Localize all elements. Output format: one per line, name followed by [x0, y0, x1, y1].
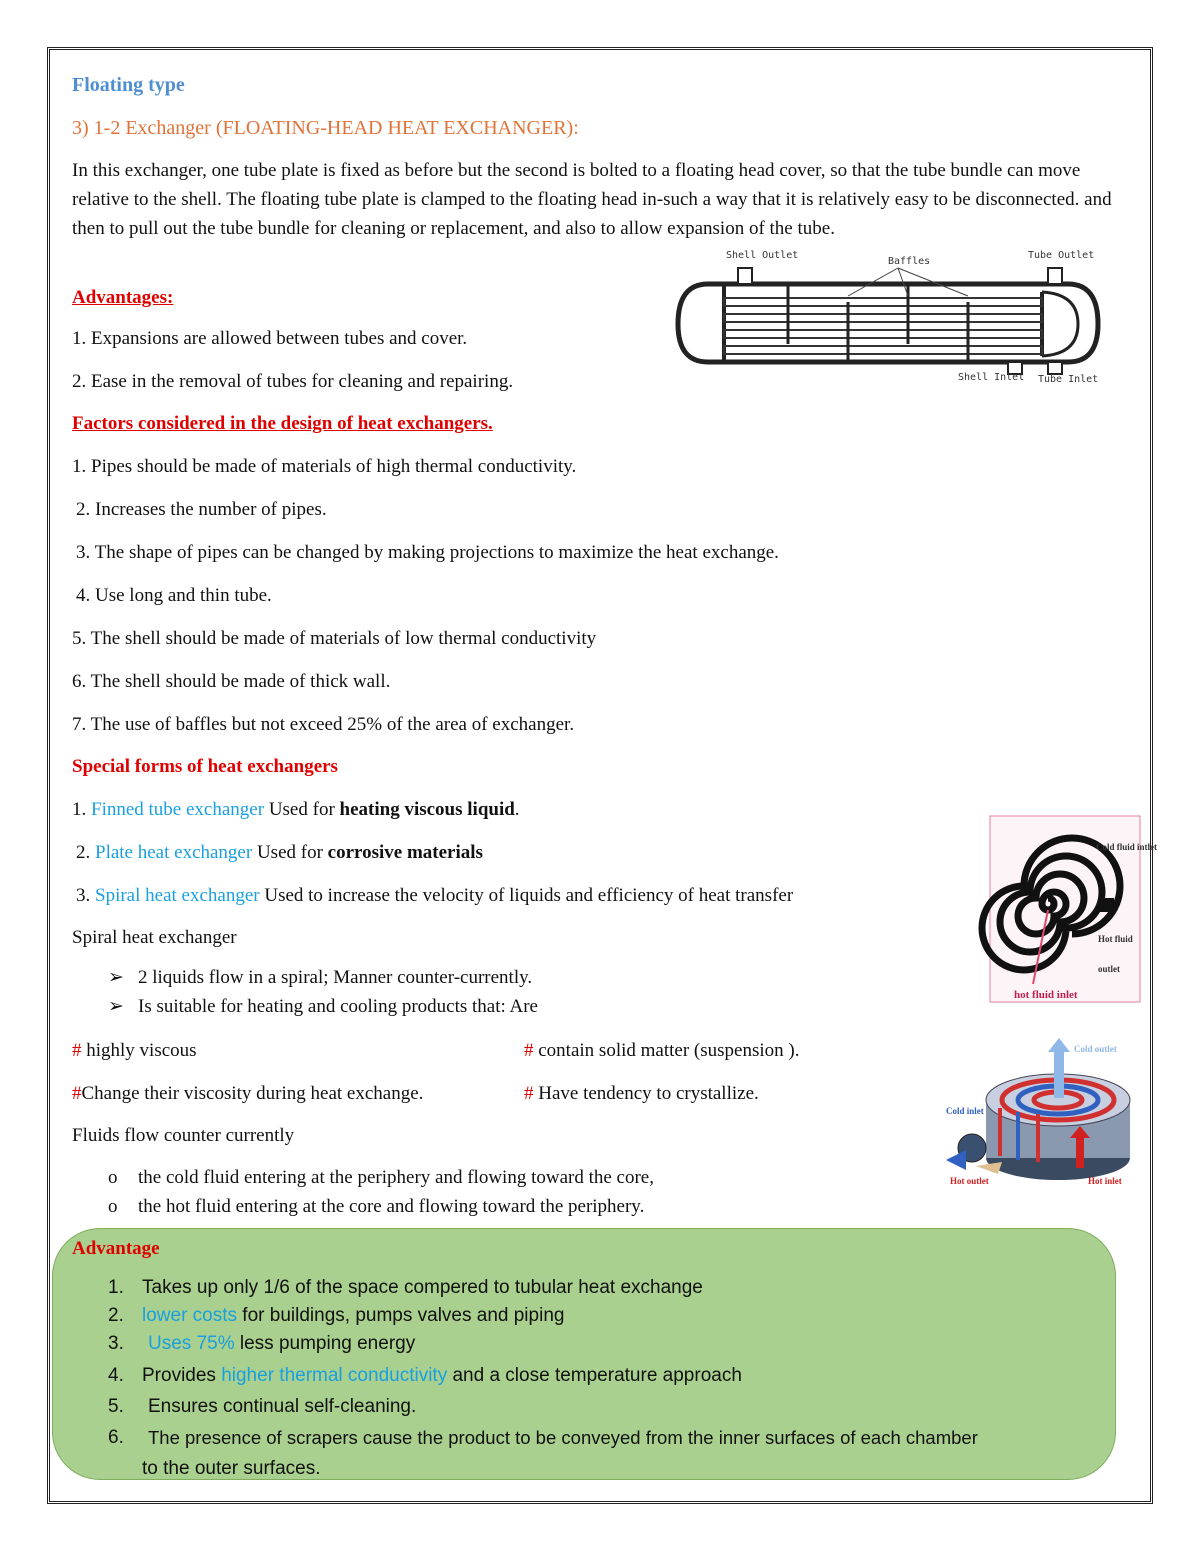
- hash-mark: #: [72, 1040, 82, 1061]
- adv-text: Provides: [142, 1365, 222, 1386]
- circle-bullet-icon: o: [108, 1167, 118, 1188]
- factor-item: 1. Pipes should be made of materials of high thermal conductivity.: [72, 456, 577, 477]
- hot-fluid-label: Hot fluid: [1098, 934, 1133, 944]
- arrow-bullet-icon: ➢: [108, 996, 124, 1017]
- special-form-name: Plate heat exchanger: [95, 842, 253, 863]
- tube: [724, 330, 1042, 338]
- flow-bullet: [108, 1166, 654, 1190]
- cold-outlet-arrow: [1054, 1048, 1064, 1098]
- adv-item-continuation: to the outer surfaces.: [142, 1458, 321, 1479]
- factors-heading: Factors considered in the design of heat exchangers.: [72, 413, 493, 434]
- spiral-bullet: [108, 966, 532, 990]
- shell-outlet-label: Shell Outlet: [726, 250, 799, 261]
- adv-item-number: 3.: [108, 1333, 124, 1354]
- property-item: [72, 1082, 423, 1106]
- factor-item: 5. The shell should be made of materials of low thermal conductivity: [72, 628, 597, 649]
- item-number: 2.: [76, 842, 91, 863]
- tube-outlet-label: Tube Outlet: [1028, 250, 1095, 261]
- adv-item-number: 1.: [108, 1277, 124, 1298]
- tube-inlet-nozzle: [1048, 362, 1062, 374]
- tube: [724, 298, 1042, 306]
- factor-item: 2. Increases the number of pipes.: [76, 499, 327, 520]
- adv-text: and a close temperature approach: [447, 1365, 742, 1386]
- factor-item: 3. The shape of pipes can be changed by making projections to maximize the heat exchange.: [76, 542, 779, 563]
- special-form-text: Used to increase the velocity of liquids and efficiency of heat transfer: [259, 885, 794, 906]
- special-form-bold: heating viscous liquid: [339, 799, 515, 820]
- special-forms-heading: Special forms of heat exchangers: [72, 756, 338, 777]
- adv-item: [148, 1427, 978, 1449]
- baffles-label: Baffles: [888, 256, 931, 267]
- factor-item: 7. The use of baffles but not exceed 25% of the area of exchanger.: [72, 714, 575, 735]
- hot-inlet-arrow: [1076, 1134, 1084, 1168]
- property-text: Have tendency to crystallize.: [533, 1083, 759, 1104]
- property-text: contain solid matter (suspension ).: [533, 1040, 800, 1061]
- tube-inlet-label: Tube Inlet: [1038, 374, 1099, 385]
- advantages-heading: Advantages:: [72, 287, 174, 308]
- adv-text: Takes up only 1/6 of the space compered to tubular heat exchange: [142, 1277, 703, 1298]
- adv-item-number: 4.: [108, 1365, 124, 1386]
- special-form-name: Finned tube exchanger: [91, 799, 265, 820]
- outlet-label: outlet: [1098, 964, 1120, 974]
- tube: [724, 346, 1042, 354]
- shell-outlet-nozzle: [738, 268, 752, 284]
- spiral-exchanger-figure: [988, 814, 1158, 1004]
- adv-item-number: 6.: [108, 1427, 124, 1448]
- adv-text: for buildings, pumps valves and piping: [237, 1305, 565, 1326]
- circle-bullet-icon: o: [108, 1196, 118, 1217]
- spiral-heading: Spiral heat exchanger: [72, 927, 237, 948]
- special-form-text: Used for: [264, 799, 340, 820]
- advantage-item: 1. Expansions are allowed between tubes and cover.: [72, 328, 468, 349]
- item-number: 3.: [76, 885, 91, 906]
- section-title: Floating type: [72, 74, 185, 96]
- adv-text: Ensures continual self-cleaning.: [148, 1396, 417, 1417]
- bullet-text: the cold fluid entering at the periphery and flowing toward the core,: [138, 1167, 654, 1188]
- special-form-item: [76, 884, 793, 908]
- flow-heading: Fluids flow counter currently: [72, 1125, 295, 1146]
- special-form-item: [76, 841, 483, 865]
- adv-highlight: higher thermal conductivity: [221, 1365, 448, 1386]
- bullet-text: Is suitable for heating and cooling products that: Are: [138, 996, 538, 1017]
- special-form-text: Used for: [252, 842, 328, 863]
- property-item: [72, 1039, 197, 1063]
- adv-item-number: 5.: [108, 1396, 124, 1417]
- factor-item: 4. Use long and thin tube.: [76, 585, 272, 606]
- bullet-text: the hot fluid entering at the core and flowing toward the periphery.: [138, 1196, 645, 1217]
- spiral-bullet: [108, 995, 538, 1019]
- property-text: Change their viscosity during heat exchange.: [81, 1083, 424, 1104]
- hash-mark: #: [524, 1040, 534, 1061]
- advantage-box-heading: Advantage: [72, 1238, 160, 1259]
- flow-bullet: [108, 1195, 644, 1219]
- special-form-tail: .: [514, 799, 520, 820]
- arrow-bullet-icon: ➢: [108, 967, 124, 988]
- property-text: highly viscous: [81, 1040, 197, 1061]
- hot-fluid-inlet-label: hot fluid inlet: [1014, 989, 1078, 1001]
- adv-item: [142, 1277, 703, 1299]
- adv-item: [142, 1365, 742, 1387]
- hot-outlet-label: Hot outlet: [950, 1176, 989, 1186]
- adv-item: [142, 1305, 564, 1327]
- tube: [724, 314, 1042, 322]
- adv-item-number: 2.: [108, 1305, 124, 1326]
- adv-highlight: lower costs: [142, 1305, 238, 1326]
- property-item: [524, 1039, 799, 1063]
- special-form-name: Spiral heat exchanger: [95, 885, 260, 906]
- intro-paragraph: In this exchanger, one tube plate is fixed as before but the second is bolted to a floating head cover, so that the tube bundle can move relative to the shell. The floating tube plate is clamped to the floating head in-such a way that it is relatively easy to be disconnected. and then to pull out the tube bundle for cleaning or replacement, and also to allow expansion of the tube.: [72, 160, 1112, 239]
- item-number: 1.: [72, 799, 87, 820]
- adv-text: less pumping energy: [234, 1333, 416, 1354]
- advantage-item: 2. Ease in the removal of tubes for cleaning and repairing.: [72, 371, 514, 392]
- floating-head-cover: [1042, 292, 1078, 356]
- special-form-bold: corrosive materials: [327, 842, 483, 863]
- shell-inlet-label: Shell Inlet: [958, 372, 1025, 383]
- subsection-title: 3) 1-2 Exchanger (FLOATING-HEAD HEAT EXCHANGER):: [72, 117, 579, 139]
- cold-inlet-label: Cold inlet: [946, 1106, 984, 1116]
- hash-mark: #: [72, 1083, 82, 1104]
- property-item: [524, 1082, 759, 1106]
- special-form-item: [72, 798, 520, 822]
- adv-item: [148, 1396, 416, 1418]
- adv-item: [148, 1333, 415, 1355]
- cold-outlet-label: Cold outlet: [1074, 1044, 1117, 1054]
- cold-inlet-label: Cold fluid intlet: [1096, 842, 1158, 852]
- adv-highlight: Uses 75%: [148, 1333, 235, 1354]
- tube-outlet-nozzle: [1048, 268, 1062, 284]
- factor-item: 6. The shell should be made of thick wall.: [72, 671, 391, 692]
- bullet-text: 2 liquids flow in a spiral; Manner counter-currently.: [138, 967, 533, 988]
- spiral-3d-figure: [942, 1038, 1138, 1188]
- adv-text: The presence of scrapers cause the product to be conveyed from the inner surfaces of each chamber: [148, 1427, 978, 1448]
- outlet-box: [1100, 898, 1114, 912]
- floating-head-exchanger-figure: [668, 244, 1108, 384]
- hot-inlet-label: Hot inlet: [1088, 1176, 1122, 1186]
- hash-mark: #: [524, 1083, 534, 1104]
